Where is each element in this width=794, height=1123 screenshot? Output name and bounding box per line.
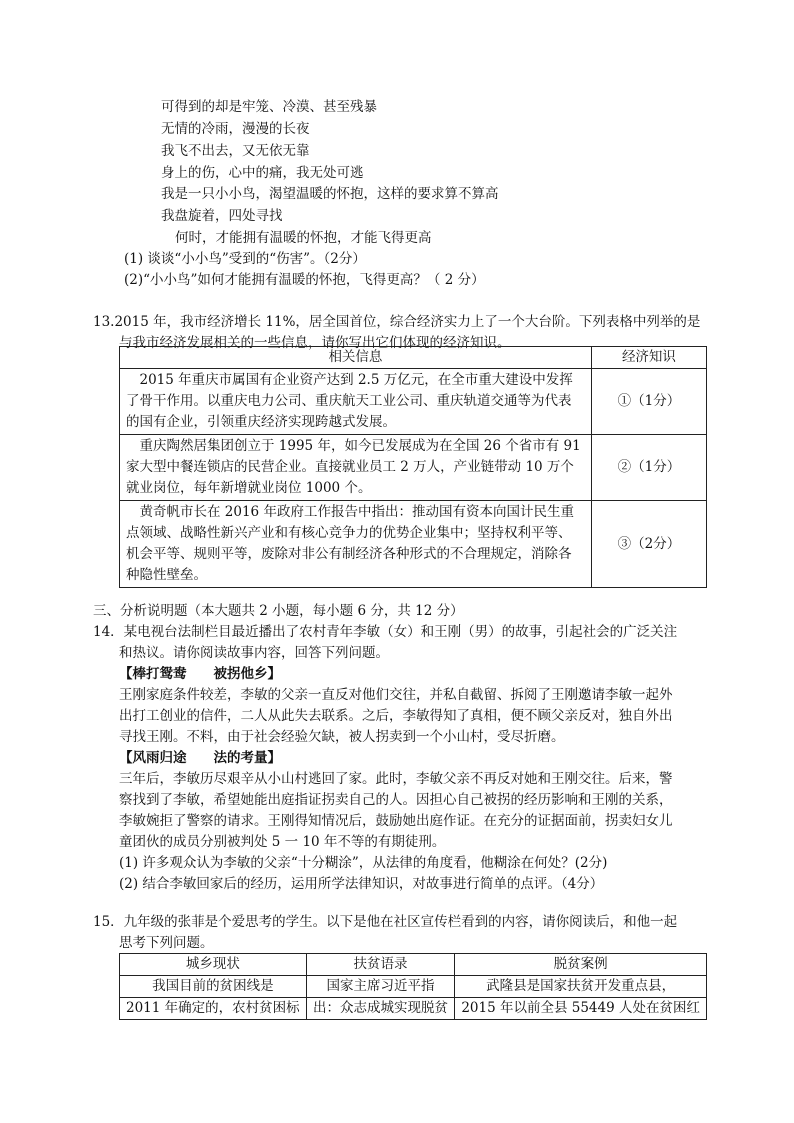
cell-text-line: 的国有企业，引领重庆经济实现跨越式发展。: [126, 414, 396, 430]
poem-line-6: 我盘旋着，四处寻找: [161, 208, 283, 224]
answer-slot-1: ①（1分）: [591, 369, 706, 435]
header-poverty-cases: 脱贫案例: [455, 954, 707, 976]
q13-table-header: [120, 347, 707, 369]
table-cell: 2011 年确定的，农村贫困标: [120, 998, 307, 1020]
header-urban-rural-status: 城乡现状: [120, 954, 307, 976]
poem-line-2: 无情的冷雨，漫漫的长夜: [161, 121, 310, 137]
cell-text-line: 机会平等、规则平等，废除对非公有制经济各种形式的不合理规定，消除各: [126, 546, 572, 562]
q13-stem-line-1: 13.2015 年，我市经济增长 11%，居全国首位，综合经济实力上了一个大台阶。下列表格中列举的是: [93, 314, 701, 330]
table-cell: 武隆县是国家扶贫开发重点县，: [455, 976, 707, 998]
poem-line-7: 何时，才能拥有温暖的怀抱，才能飞得更高: [175, 230, 432, 246]
info-cell: [120, 501, 592, 588]
story-heading-1: 【棒打鸳鸯 被拐他乡】: [119, 666, 281, 682]
q15-table-header: [120, 954, 707, 976]
table-cell: 国家主席习近平指: [306, 976, 455, 998]
cell-text-line: 点领域、战略性新兴产业和有核心竞争力的优势企业集中；坚持权利平等、: [126, 525, 572, 541]
info-cell: [120, 435, 592, 501]
q12-sub-2: (2)“小小鸟”如何才能拥有温暖的怀抱，飞得更高？（ 2 分）: [124, 272, 485, 288]
story-para-2-line-4: 童团伙的成员分别被判处 5 一 10 年不等的有期徒刑。: [119, 834, 446, 850]
q14-sub-2: (2) 结合李敏回家后的经历，运用所学法律知识，对故事进行简单的点评。（4分）: [119, 876, 604, 892]
table-row: [120, 501, 707, 588]
q15-stem-line-1: 15．九年级的张菲是个爱思考的学生。以下是他在社区宣传栏看到的内容，请你阅读后，和他一起: [93, 914, 678, 930]
section-3-title: 三、分析说明题（本大题共 2 小题，每小题 6 分，共 12 分）: [93, 603, 464, 619]
info-cell: [120, 369, 592, 435]
header-economic-knowledge: 经济知识: [591, 347, 706, 369]
table-row: [120, 998, 707, 1020]
header-related-info: 相关信息: [120, 347, 592, 369]
q14-sub-1: (1) 许多观众认为李敏的父亲“十分糊涂”，从法律的角度看，他糊涂在何处？(2分): [119, 855, 608, 871]
header-poverty-quotes: 扶贫语录: [306, 954, 455, 976]
story-para-2-line-1: 三年后，李敏历尽艰辛从小山村逃回了家。此时，李敏父亲不再反对她和王刚交往。后来，警: [119, 771, 673, 787]
table-cell: 出：众志成城实现脱贫: [306, 998, 455, 1020]
story-heading-2: 【风雨归途 法的考量】: [119, 750, 281, 766]
poem-line-3: 我飞不出去，又无依无靠: [161, 143, 310, 159]
q15-table: [119, 953, 707, 1020]
table-row: [120, 976, 707, 998]
poem-line-1: 可得到的却是牢笼、冷漠、甚至残暴: [161, 99, 377, 115]
cell-text-line: 2015 年重庆市属国有企业资产达到 2.5 万亿元，在全市重大建设中发挥: [126, 372, 573, 388]
cell-text-line: 家大型中餐连锁店的民营企业。直接就业员工 2 万人，产业链带动 10 万个: [126, 459, 574, 475]
table-row: [120, 369, 707, 435]
table-cell: 2015 年以前全县 55449 人处在贫困红: [455, 998, 707, 1020]
story-para-1-line-2: 出打工创业的信件，二人从此失去联系。之后，李敏得知了真相，便不顾父亲反对，独自外出: [119, 708, 673, 724]
story-para-1-line-3: 寻找王刚。不料，由于社会经验欠缺，被人拐卖到一个小山村，受尽折磨。: [119, 729, 565, 745]
q12-sub-1: (1) 谈谈“小小鸟”受到的“伤害”。（2分）: [124, 251, 366, 267]
cell-text-line: 就业岗位，每年新增就业岗位 1000 个。: [126, 480, 372, 496]
cell-text-line: 重庆陶然居集团创立于 1995 年，如今已发展成为在全国 26 个省市有 91: [126, 438, 581, 454]
story-para-2-line-3: 李敏婉拒了警察的请求。王刚得知情况后，鼓励她出庭作证。在充分的证据面前，拐卖妇女儿: [119, 813, 673, 829]
table-cell: 我国目前的贫困线是: [120, 976, 307, 998]
q13-table: [119, 346, 707, 588]
q15-stem-line-2: 思考下列问题。: [119, 935, 214, 951]
table-row: [120, 435, 707, 501]
q14-stem-line-1: 14．某电视台法制栏目最近播出了农村青年李敏（女）和王刚（男）的故事，引起社会的广泛关注: [93, 624, 678, 640]
cell-text-line: 黄奇帆市长在 2016 年政府工作报告中指出：推动国有资本向国计民生重: [126, 504, 574, 520]
cell-text-line: 种隐性壁垒。: [126, 567, 207, 583]
answer-slot-3: ③（2分）: [591, 501, 706, 588]
cell-text-line: 了骨干作用。以重庆电力公司、重庆航天工业公司、重庆轨道交通等为代表: [126, 393, 572, 409]
q13-stem-line-2: 与我市经济发展相关的一些信息，请你写出它们体现的经济知识。: [119, 335, 511, 351]
poem-line-4: 身上的伤，心中的痛，我无处可逃: [161, 165, 364, 181]
q14-stem-line-2: 和热议。请你阅读故事内容，回答下列问题。: [119, 645, 389, 661]
story-para-1-line-1: 王刚家庭条件较差，李敏的父亲一直反对他们交往，并私自截留、拆阅了王刚邀请李敏一起外: [119, 687, 673, 703]
answer-slot-2: ②（1分）: [591, 435, 706, 501]
story-para-2-line-2: 察找到了李敏，希望她能出庭指证拐卖自己的人。因担心自己被拐的经历影响和王刚的关系，: [119, 792, 673, 808]
poem-line-5: 我是一只小小鸟，渴望温暖的怀抱，这样的要求算不算高: [161, 186, 499, 202]
